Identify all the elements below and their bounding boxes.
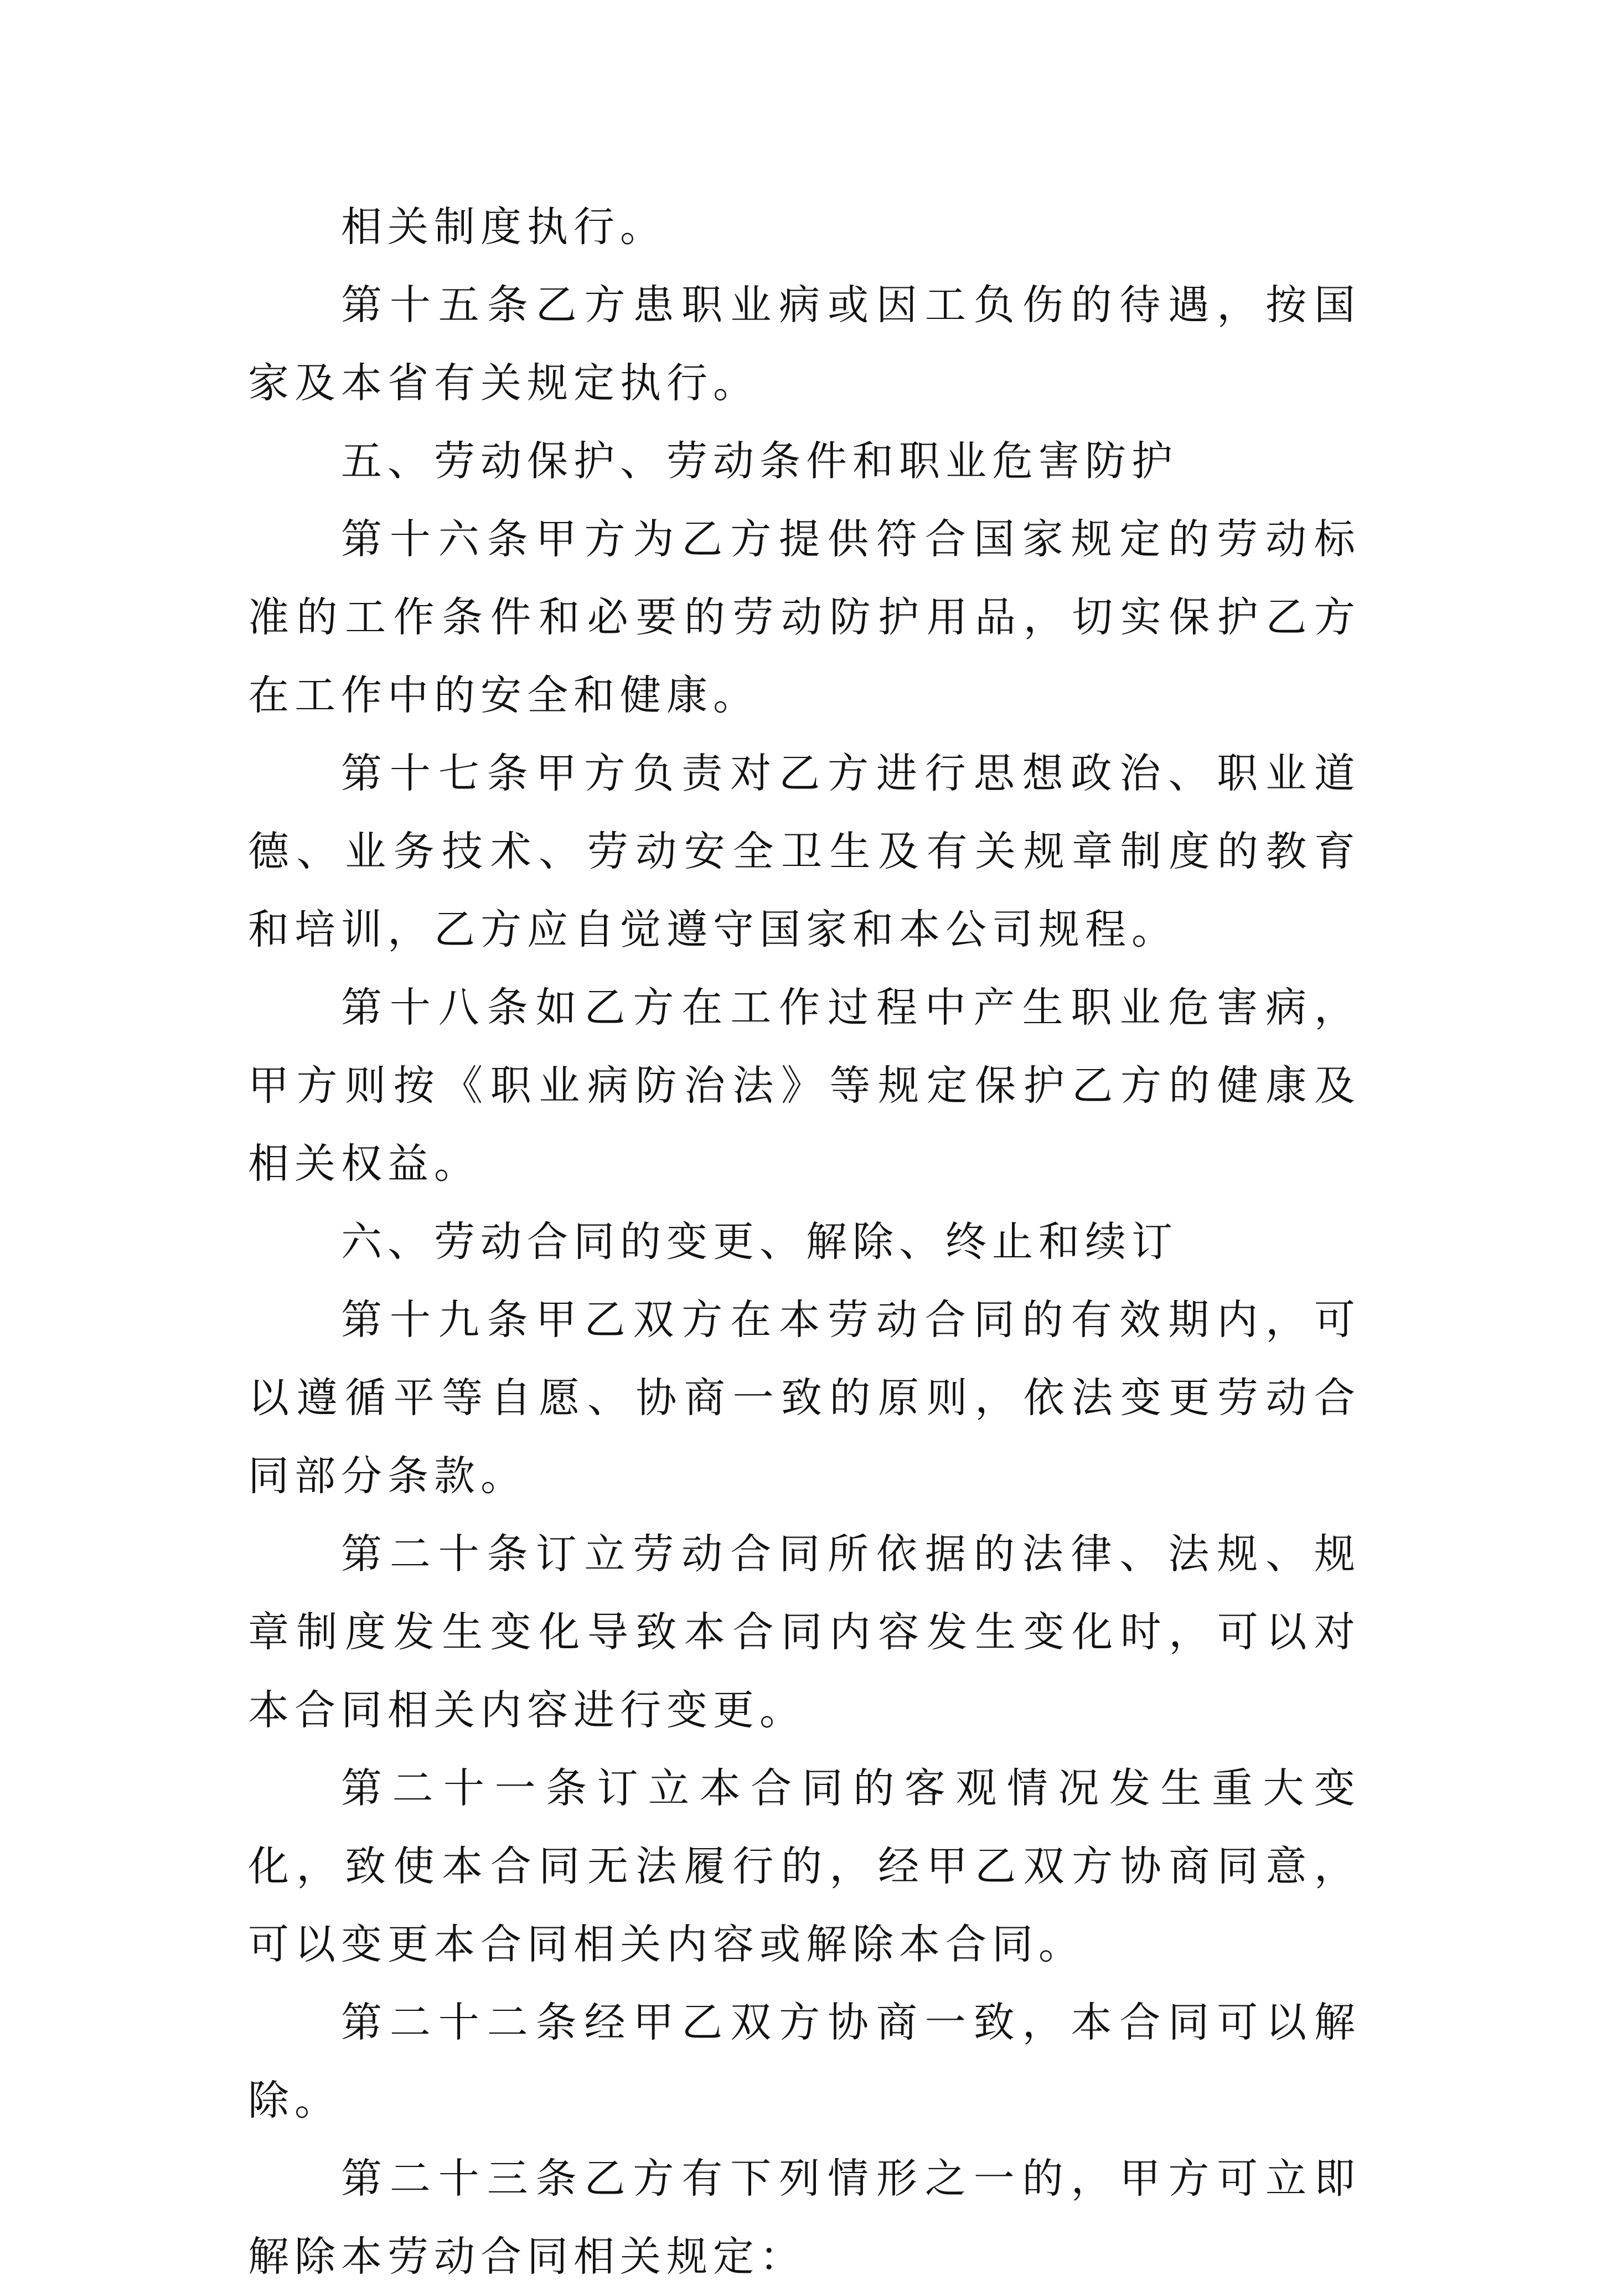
section-heading-5: 五、劳动保护、劳动条件和职业危害防护 xyxy=(341,437,1178,485)
article-20: 第二十条订立劳动合同所依据的法律、法规、规章制度发生变化导致本合同内容发生变化时，可以对本合同相关内容进行变更。 xyxy=(248,1530,1361,1734)
article-21: 第二十一条订立本合同的客观情况发生重大变化，致使本合同无法履行的，经甲乙双方协商同意，可以变更本合同相关内容或解除本合同。 xyxy=(248,1764,1361,1968)
article-17: 第十七条甲方负责对乙方进行思想政治、职业道德、业务技术、劳动安全卫生及有关规章制度的教育和培训，乙方应自觉遵守国家和本公司规程。 xyxy=(248,750,1361,953)
article-18: 第十八条如乙方在工作过程中产生职业危害病，甲方则按《职业病防治法》等规定保护乙方的健康及相关权益。 xyxy=(248,984,1361,1188)
section-heading-6: 六、劳动合同的变更、解除、终止和续订 xyxy=(341,1218,1178,1266)
document-body xyxy=(248,188,1361,2296)
article-16: 第十六条甲方为乙方提供符合国家规定的劳动标准的工作条件和必要的劳动防护用品，切实保护乙方在工作中的安全和健康。 xyxy=(248,515,1361,719)
article-15: 第十五条乙方患职业病或因工负伤的待遇，按国家及本省有关规定执行。 xyxy=(248,281,1361,407)
article-22: 第二十二条经甲乙双方协商一致，本合同可以解除。 xyxy=(248,1999,1361,2124)
article-23: 第二十三条乙方有下列情形之一的，甲方可立即解除本劳动合同相关规定： xyxy=(248,2155,1361,2280)
paragraph-continuation: 相关制度执行。 xyxy=(341,203,666,251)
article-19: 第十九条甲乙双方在本劳动合同的有效期内，可以遵循平等自愿、协商一致的原则，依法变更劳动合同部分条款。 xyxy=(248,1296,1361,1500)
